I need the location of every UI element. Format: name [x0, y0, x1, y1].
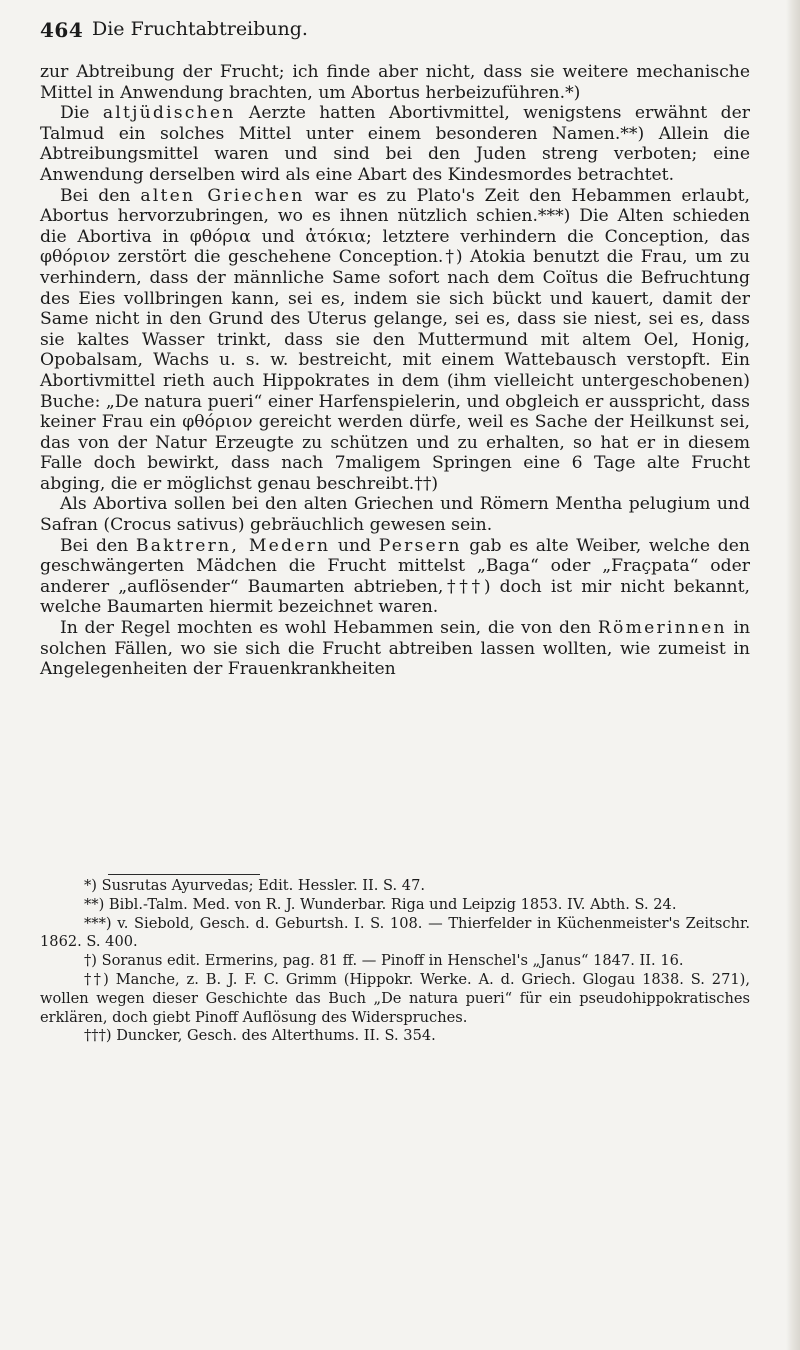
paragraph-3: [40, 186, 750, 495]
page-edge-shadow: [786, 0, 800, 1350]
paragraph-6-text: in solchen Fällen, wo sie sich die Frucht abtreiben lassen wollten, wie zumeist in Angelegenheiten der Frauenkrankheiten: [40, 618, 751, 680]
paragraph-6-emphasis: Römerinnen: [597, 618, 727, 639]
footnote: †) Soranus edit. Ermerins, pag. 81 ff. — Pinoff in Henschel's „Janus“ 1847. II. 16.: [84, 952, 684, 970]
footnote: ††) Manche, z. B. J. F. C. Grimm (Hippokr. Werke. A. d. Griech. Glogau 1838. S. 271), wollen wegen dieser Geschichte das Buch „De natura pueri“ für ein pseudohippokratisches erklären, doch giebt Pinoff Auflösung des Widerspruches.: [40, 970, 750, 1026]
paragraph-5-mid: und: [330, 535, 379, 556]
paragraph-2-text: Aerzte hatten Abortivmittel, wenigstens erwähnt der Talmud ein solches Mittel unter einem besonderen Namen.**) Allein die Abtreibungsmittel waren und sind bei den Juden streng verboten; eine Anwendung derselben wird als eine Abart des Kindesmordes betrachtet.: [40, 103, 750, 185]
paragraph-2: [40, 103, 750, 185]
page-number: 464: [40, 18, 84, 42]
paragraph-3-lead: Bei den: [60, 185, 141, 206]
paragraph-2-emphasis: altjüdischen: [102, 103, 236, 124]
paragraph-5-emphasis-2: Persern: [378, 535, 462, 556]
page-header: [40, 18, 760, 48]
paragraph-4: [40, 494, 750, 535]
paragraph-5-lead: Bei den: [60, 535, 136, 556]
paragraph-3-emphasis: alten Griechen: [140, 185, 305, 206]
paragraph-1-text: zur Abtreibung der Frucht; ich finde aber nicht, dass sie weitere mechanische Mittel in Anwendung brachten, um Abortus herbeizuführen.*): [40, 62, 750, 103]
running-title: Die Fruchtabtreibung.: [92, 18, 308, 40]
footnotes: [40, 877, 750, 1046]
footnote: ***) v. Siebold, Gesch. d. Geburtsh. I. S. 108. — Thierfelder in Küchenmeister's Zeitschr. 1862. S. 400.: [40, 914, 750, 951]
footnote: *) Susrutas Ayurvedas; Edit. Hessler. II. S. 47.: [84, 877, 425, 894]
paragraph-5-text: gab es alte Weiber, welche den geschwängerten Mädchen die Frucht mittelst „Baga“ oder „Fraçpata“ oder anderer „auflösender“ Baumarten abtrieben,†††) doch ist mir nicht bekannt, welche Baumarten hiermit bezeichnet waren.: [40, 535, 750, 618]
footnote: †††) Duncker, Gesch. des Alterthums. II. S. 354.: [84, 1027, 436, 1045]
paragraph-4-text: Als Abortiva sollen bei den alten Griechen und Römern Mentha pelugium und Safran (Crocus sativus) gebräuchlich gewesen sein.: [40, 494, 750, 536]
main-text: [40, 62, 750, 680]
paragraph-5-emphasis-1: Baktrern, Medern: [135, 535, 331, 556]
paragraph-1: [40, 62, 750, 103]
paragraph-2-lead: Die: [60, 103, 103, 124]
paragraph-6: [40, 618, 750, 680]
paragraph-6-lead: In der Regel mochten es wohl Hebammen sein, die von den: [60, 618, 598, 639]
footnote-divider: [108, 874, 260, 875]
paragraph-3-text: war es zu Plato's Zeit den Hebammen erlaubt, Abortus hervorzubringen, wo es ihnen nützlich schien.***) Die Alten schieden die Abortiva in φθόρια und ἀτόκια; letztere verhindern die Conception, das φθόριον zerstört die geschehene Conception.†) Atokia benutzt die Frau, um zu verhindern, dass der männliche Same sofort nach dem Coïtus die Befruchtung des Eies vollbringen kann, sei es, indem sie sich bückt und kauert, damit der Same nicht in den Grund des Uterus gelange, sei es, dass sie niest, sei es, dass sie kaltes Wasser trinkt, dass sie den Muttermund mit altem Oel, Honig, Opobalsam, Wachs u. s. w. bestreicht, mit einem Wattebausch verstopft. Ein Abortivmittel rieth auch Hippokrates in dem (ihm vielleicht untergeschobenen) Buche: „De natura pueri“ einer Harfenspielerin, und obgleich er ausspricht, dass keiner Frau ein φθόριον gereicht werden dürfe, weil es Sache der Heilkunst sei, das von der Natur Erzeugte zu schützen und zu erhalten, so hat er in diesem Falle doch bewirkt, dass nach 7maligem Springen eine 6 Tage alte Frucht abging, die er möglichst genau beschreibt.††): [40, 185, 750, 494]
footnote: **) Bibl.-Talm. Med. von R. J. Wunderbar. Riga und Leipzig 1853. IV. Abth. S. 24.: [84, 895, 677, 913]
paragraph-5: [40, 536, 750, 618]
